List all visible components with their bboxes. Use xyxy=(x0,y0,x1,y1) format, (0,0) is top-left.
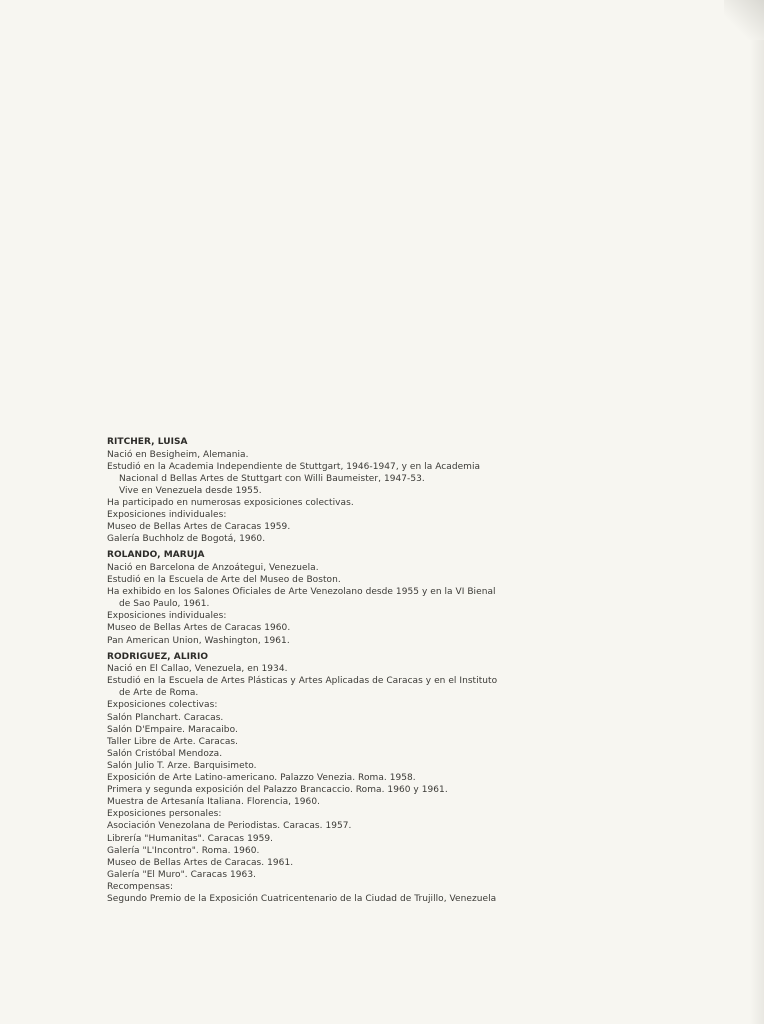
bio-line: Muestra de Artesanía Italiana. Florencia, 1960. xyxy=(107,797,321,808)
bio-line: Estudió en la Academia Independiente de Stuttgart, 1946-1947, y en la Academia xyxy=(107,461,481,472)
artist-entry xyxy=(107,436,607,545)
bio-line: Librería "Humanitas". Caracas 1959. xyxy=(107,833,274,844)
bio-line: de Arte de Roma. xyxy=(119,688,199,699)
bio-line: Primera y segunda exposición del Palazzo Brancaccio. Roma. 1960 y 1961. xyxy=(107,785,448,796)
bio-line: Ha exhibido en los Salones Oficiales de Arte Venezolano desde 1955 y en la VI Bienal xyxy=(107,587,496,598)
artist-name-heading: RODRIGUEZ, ALIRIO xyxy=(107,651,209,662)
bio-line: Exposición de Arte Latino-americano. Palazzo Venezia. Roma. 1958. xyxy=(107,773,416,784)
bio-line: Vive en Venezuela desde 1955. xyxy=(119,485,262,496)
bio-line: Recompensas: xyxy=(107,881,174,892)
bio-line: Nació en Besigheim, Alemania. xyxy=(107,449,249,460)
bio-line: Exposiciones individuales: xyxy=(107,510,227,521)
bio-line: Asociación Venezolana de Periodistas. Caracas. 1957. xyxy=(107,821,352,832)
bio-line: Nació en Barcelona de Anzoátegui, Venezuela. xyxy=(107,562,319,573)
bio-line: Taller Libre de Arte. Caracas. xyxy=(107,736,239,747)
bio-line: Estudió en la Escuela de Artes Plásticas y Artes Aplicadas de Caracas y en el Instituto xyxy=(107,676,498,687)
bio-line: Segundo Premio de la Exposición Cuatricentenario de la Ciudad de Trujillo, Venezuela xyxy=(107,893,497,904)
bio-line: Nació en El Callao, Venezuela, en 1934. xyxy=(107,664,288,675)
bio-line: de Sao Paulo, 1961. xyxy=(119,599,210,610)
bio-line: Ha participado en numerosas exposiciones colectivas. xyxy=(107,497,354,508)
bio-line: Pan American Union, Washington, 1961. xyxy=(107,635,290,646)
bio-line: Museo de Bellas Artes de Caracas 1959. xyxy=(107,522,291,533)
bio-line: Exposiciones individuales: xyxy=(107,611,227,622)
artist-name-heading: RITCHER, LUISA xyxy=(107,437,188,447)
bio-line: Nacional d Bellas Artes de Stuttgart con Willi Baumeister, 1947-53. xyxy=(119,473,425,484)
bio-line: Exposiciones personales: xyxy=(107,809,222,820)
bio-line: Salón Cristóbal Mendoza. xyxy=(107,748,223,759)
bio-line: Estudió en la Escuela de Arte del Museo de Boston. xyxy=(107,575,341,586)
bio-line: Salón D'Empaire. Maracaibo. xyxy=(107,724,238,735)
bio-line: Salón Julio T. Arze. Barquisimeto. xyxy=(107,760,257,771)
bio-line: Salón Planchart. Caracas. xyxy=(107,712,224,723)
artist-biographies xyxy=(107,436,607,909)
bio-line: Museo de Bellas Artes de Caracas. 1961. xyxy=(107,857,294,868)
bio-line: Galería "L'Incontro". Roma. 1960. xyxy=(107,845,260,856)
page-corner-shadow xyxy=(724,0,764,40)
artist-entry xyxy=(107,549,607,646)
bio-line: Museo de Bellas Artes de Caracas 1960. xyxy=(107,623,291,634)
artist-name-heading: ROLANDO, MARUJA xyxy=(107,550,205,561)
bio-line: Exposiciones colectivas: xyxy=(107,700,218,711)
page-edge-shadow xyxy=(750,0,764,1024)
artist-entry xyxy=(107,651,607,905)
bio-line: Galería "El Muro". Caracas 1963. xyxy=(107,869,257,880)
bio-line: Galería Buchholz de Bogotá, 1960. xyxy=(107,534,266,545)
